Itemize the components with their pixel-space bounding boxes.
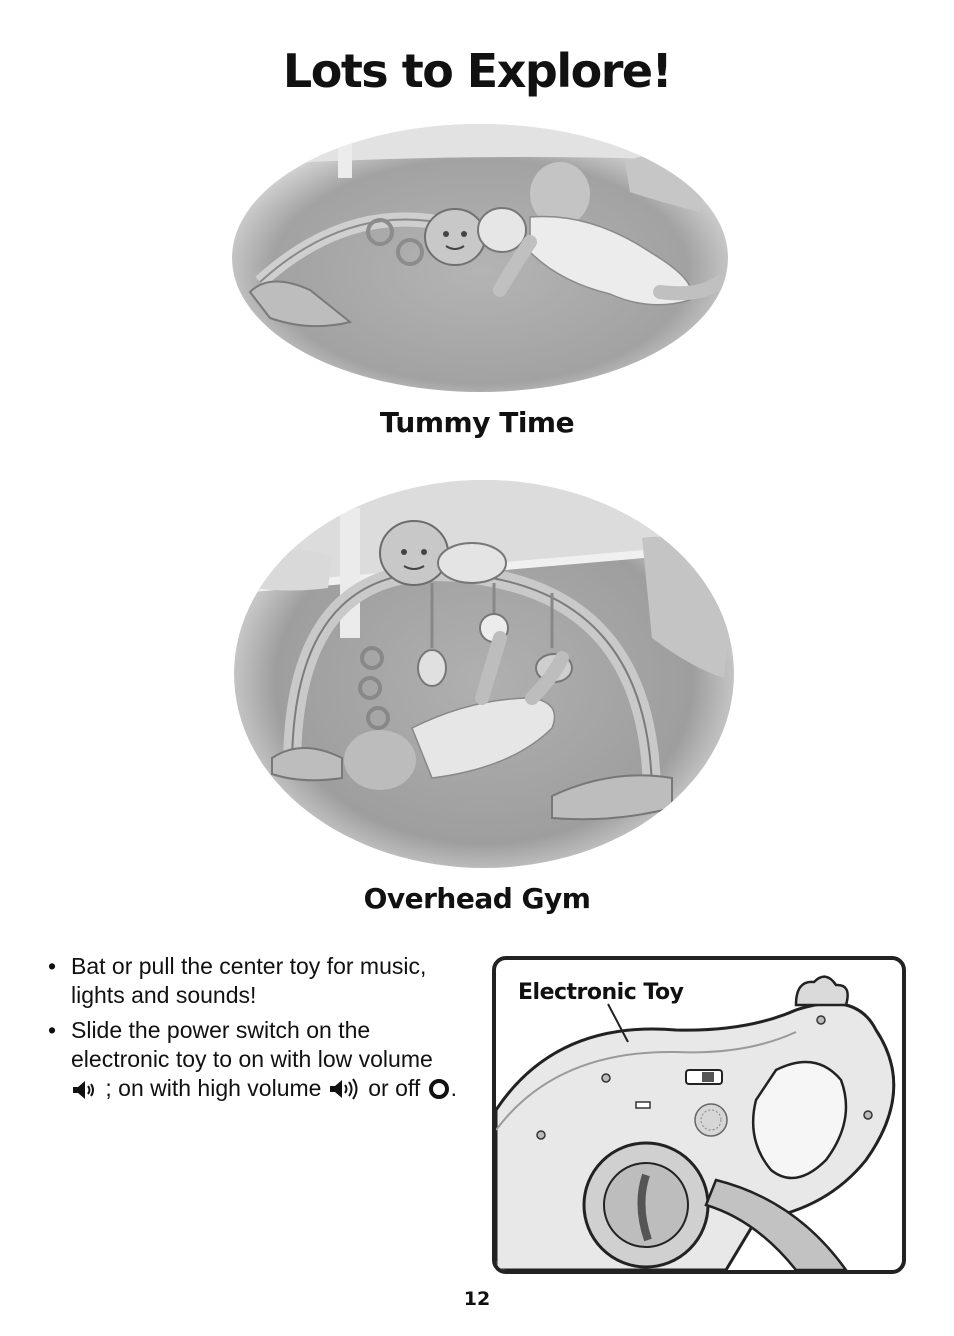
instruction-text-2c: or off	[368, 1075, 421, 1101]
instruction-text-2b: ; on with high volume	[105, 1075, 322, 1101]
overhead-gym-photo	[232, 478, 736, 870]
electronic-toy-label: Electronic Toy	[518, 980, 684, 1005]
instruction-list	[44, 952, 464, 1113]
instruction-bullet-1	[44, 952, 464, 1010]
power-off-icon	[427, 1078, 451, 1107]
page-number: 12	[463, 1288, 491, 1310]
speaker-low-icon	[71, 1078, 99, 1107]
tummy-time-photo	[230, 122, 730, 394]
instruction-text-1: Bat or pull the center toy for music, lights and sounds!	[71, 953, 427, 1008]
overhead-gym-caption: Overhead Gym	[363, 882, 591, 915]
electronic-toy-diagram	[492, 956, 906, 1274]
instruction-bullet-2	[44, 1016, 464, 1107]
instruction-text-2a: Slide the power switch on the electronic toy to on with low volume	[71, 1017, 433, 1072]
page-title: Lots to Explore!	[282, 44, 672, 98]
instruction-text-2-end: .	[450, 1075, 458, 1101]
speaker-high-icon	[328, 1078, 362, 1107]
tummy-time-caption: Tummy Time	[379, 406, 575, 439]
